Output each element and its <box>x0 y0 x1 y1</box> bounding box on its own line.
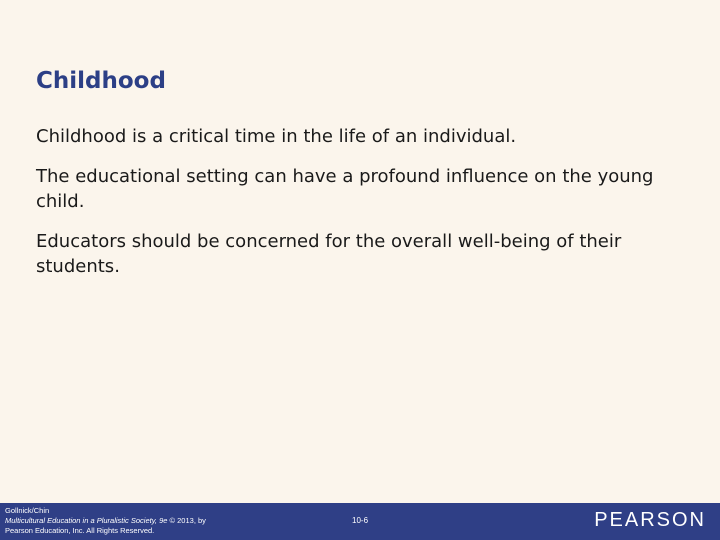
body-paragraph: Childhood is a critical time in the life of an individual. <box>36 126 517 147</box>
footer-book-line <box>5 516 206 526</box>
page-number: 10-6 <box>352 516 369 525</box>
footer-bar <box>0 503 720 540</box>
body-paragraph: Educators should be concerned for the overall well-being of their students. <box>36 231 622 277</box>
pearson-logo: PEARSON <box>594 509 706 531</box>
footer-copyright: © 2013, by <box>167 516 206 525</box>
slide-body <box>36 124 676 294</box>
footer-publisher: Pearson Education, Inc. All Rights Reserved. <box>5 526 155 535</box>
slide-title: Childhood <box>36 68 166 94</box>
footer-authors: Gollnick/Chin <box>5 506 50 515</box>
footer-credits <box>5 506 206 536</box>
body-paragraph: The educational setting can have a profound influence on the young child. <box>36 166 654 212</box>
footer-book-title: Multicultural Education in a Pluralistic Society, 9e <box>5 516 168 525</box>
